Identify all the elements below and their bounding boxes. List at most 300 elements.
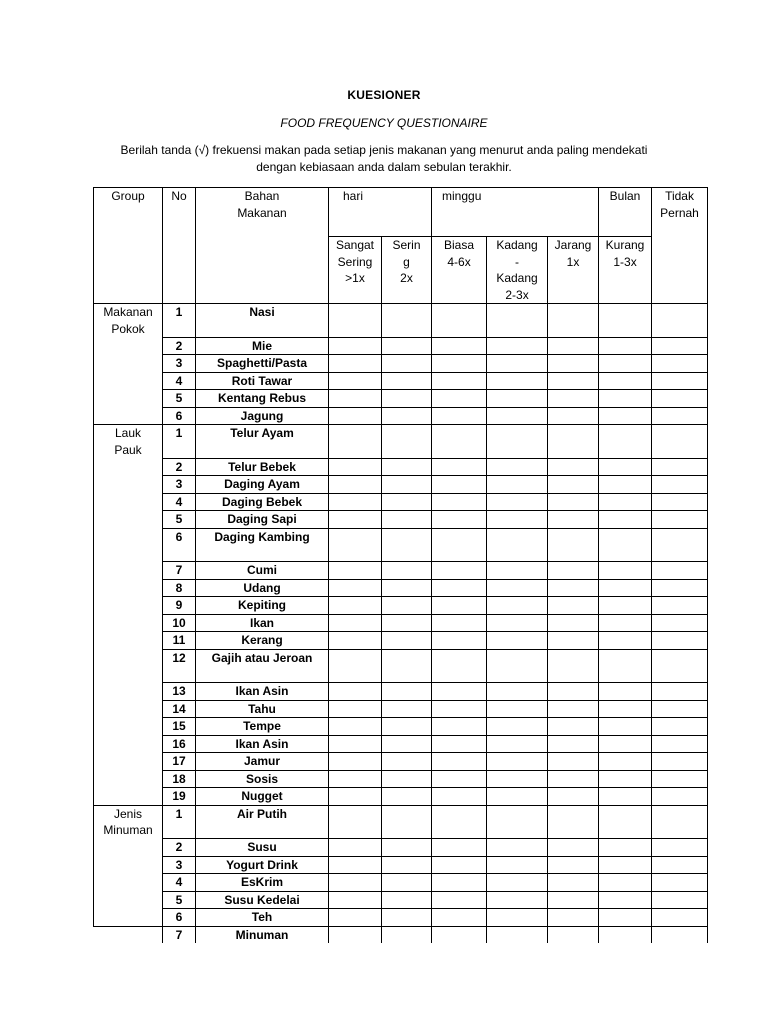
table-row [94,493,708,511]
group-label-line-1: Lauk [114,426,142,440]
frequency-checkbox-cell[interactable] [329,562,382,580]
item-number: 7 [163,562,196,580]
table-row [94,614,708,632]
frequency-checkbox-cell[interactable] [487,891,548,909]
frequency-checkbox-cell[interactable] [599,632,652,650]
frequency-checkbox-cell[interactable] [487,304,548,338]
frequency-checkbox-cell[interactable] [432,458,487,476]
frequency-checkbox-cell[interactable] [432,579,487,597]
header-tidak-pernah: Tidak Pernah [652,188,708,304]
instruction-line-1: Berilah tanda (√) frekuensi makan pada setiap jenis makanan yang menurut anda paling mendekati [120,143,648,157]
frequency-checkbox-cell[interactable] [382,649,432,683]
table-row [94,891,708,909]
frequency-checkbox-cell[interactable] [652,355,708,373]
frequency-checkbox-cell[interactable] [382,528,432,562]
frequency-checkbox-cell[interactable] [432,926,487,943]
item-number: 2 [163,839,196,857]
item-number: 5 [163,390,196,408]
frequency-checkbox-cell[interactable] [382,458,432,476]
frequency-checkbox-cell[interactable] [487,407,548,425]
frequency-checkbox-cell[interactable] [432,683,487,701]
table-row [94,839,708,857]
frequency-checkbox-cell[interactable] [382,909,432,927]
frequency-checkbox-cell[interactable] [599,874,652,892]
item-name: Kerang [196,632,329,650]
frequency-checkbox-cell[interactable] [548,649,599,683]
frequency-checkbox-cell[interactable] [432,337,487,355]
frequency-checkbox-cell[interactable] [652,511,708,529]
item-number: 18 [163,770,196,788]
frequency-checkbox-cell[interactable] [382,476,432,494]
frequency-checkbox-cell[interactable] [599,476,652,494]
frequency-checkbox-cell[interactable] [652,891,708,909]
group-cell [94,856,163,874]
frequency-checkbox-cell[interactable] [548,839,599,857]
item-number: 6 [163,909,196,927]
frequency-checkbox-cell[interactable] [599,909,652,927]
frequency-checkbox-cell[interactable] [599,458,652,476]
table-row [94,355,708,373]
frequency-checkbox-cell[interactable] [548,788,599,806]
item-number: 3 [163,476,196,494]
frequency-checkbox-cell[interactable] [652,597,708,615]
item-number: 6 [163,407,196,425]
frequency-checkbox-cell[interactable] [652,528,708,562]
frequency-checkbox-cell[interactable] [432,805,487,839]
frequency-checkbox-cell[interactable] [329,579,382,597]
frequency-checkbox-cell[interactable] [432,788,487,806]
item-number: 15 [163,718,196,736]
frequency-checkbox-cell[interactable] [382,839,432,857]
item-name: Udang [196,579,329,597]
frequency-checkbox-cell[interactable] [548,425,599,459]
frequency-checkbox-cell[interactable] [382,597,432,615]
group-label [94,425,163,459]
frequency-checkbox-cell[interactable] [548,355,599,373]
frequency-checkbox-cell[interactable] [652,458,708,476]
frequency-checkbox-cell[interactable] [382,407,432,425]
frequency-checkbox-cell[interactable] [329,614,382,632]
frequency-checkbox-cell[interactable] [548,718,599,736]
group-cell [94,683,163,701]
group-cell [94,735,163,753]
frequency-checkbox-cell[interactable] [487,579,548,597]
frequency-checkbox-cell[interactable] [652,770,708,788]
frequency-checkbox-cell[interactable] [599,700,652,718]
frequency-checkbox-cell[interactable] [329,839,382,857]
frequency-checkbox-cell[interactable] [652,304,708,338]
group-cell [94,753,163,771]
frequency-checkbox-cell[interactable] [487,493,548,511]
frequency-checkbox-cell[interactable] [548,579,599,597]
frequency-checkbox-cell[interactable] [548,476,599,494]
frequency-checkbox-cell[interactable] [487,788,548,806]
frequency-checkbox-cell[interactable] [652,425,708,459]
item-number: 7 [163,926,196,943]
item-name: Ikan Asin [196,735,329,753]
frequency-checkbox-cell[interactable] [548,735,599,753]
item-name: Daging Kambing [196,528,329,562]
frequency-checkbox-cell[interactable] [652,562,708,580]
item-number: 2 [163,337,196,355]
frequency-checkbox-cell[interactable] [329,337,382,355]
item-number: 1 [163,304,196,338]
frequency-checkbox-cell[interactable] [329,355,382,373]
item-name: Roti Tawar [196,372,329,390]
frequency-checkbox-cell[interactable] [599,788,652,806]
frequency-checkbox-cell[interactable] [599,304,652,338]
frequency-checkbox-cell[interactable] [382,304,432,338]
frequency-checkbox-cell[interactable] [432,614,487,632]
frequency-checkbox-cell[interactable] [599,735,652,753]
frequency-checkbox-cell[interactable] [599,683,652,701]
frequency-checkbox-cell[interactable] [329,493,382,511]
item-name: Tahu [196,700,329,718]
frequency-checkbox-cell[interactable] [652,874,708,892]
frequency-checkbox-cell[interactable] [487,770,548,788]
group-cell [94,718,163,736]
frequency-checkbox-cell[interactable] [329,805,382,839]
item-name: Cumi [196,562,329,580]
frequency-checkbox-cell[interactable] [382,891,432,909]
item-name: Air Putih [196,805,329,839]
frequency-checkbox-cell[interactable] [599,649,652,683]
item-name: Jagung [196,407,329,425]
frequency-checkbox-cell[interactable] [548,926,599,943]
frequency-checkbox-cell[interactable] [652,700,708,718]
frequency-checkbox-cell[interactable] [487,597,548,615]
item-name: Nasi [196,304,329,338]
table-row [94,528,708,562]
subheader-sangat-sering: Sangat Sering >1x [329,237,382,304]
frequency-checkbox-cell[interactable] [432,562,487,580]
frequency-checkbox-cell[interactable] [548,304,599,338]
frequency-checkbox-cell[interactable] [652,753,708,771]
table-row [94,476,708,494]
frequency-checkbox-cell[interactable] [548,597,599,615]
frequency-checkbox-cell[interactable] [432,493,487,511]
subheader-sering: Serin g 2x [382,237,432,304]
frequency-checkbox-cell[interactable] [432,839,487,857]
item-name: Mie [196,337,329,355]
frequency-checkbox-cell[interactable] [329,788,382,806]
frequency-checkbox-cell[interactable] [382,700,432,718]
frequency-checkbox-cell[interactable] [432,407,487,425]
frequency-checkbox-cell[interactable] [382,337,432,355]
frequency-checkbox-cell[interactable] [329,407,382,425]
group-cell [94,390,163,408]
frequency-checkbox-cell[interactable] [432,909,487,927]
group-cell [94,874,163,892]
group-label [94,304,163,338]
frequency-checkbox-cell[interactable] [382,770,432,788]
frequency-checkbox-cell[interactable] [382,562,432,580]
frequency-checkbox-cell[interactable] [432,770,487,788]
frequency-checkbox-cell[interactable] [599,718,652,736]
frequency-checkbox-cell[interactable] [382,632,432,650]
frequency-checkbox-cell[interactable] [432,528,487,562]
frequency-checkbox-cell[interactable] [382,788,432,806]
frequency-checkbox-cell[interactable] [432,597,487,615]
table-row [94,562,708,580]
frequency-checkbox-cell[interactable] [599,493,652,511]
frequency-checkbox-cell[interactable] [652,579,708,597]
frequency-checkbox-cell[interactable] [548,874,599,892]
frequency-checkbox-cell[interactable] [599,856,652,874]
item-number: 6 [163,528,196,562]
frequency-checkbox-cell[interactable] [548,856,599,874]
instruction-line-2: dengan kebiasaan anda dalam sebulan terakhir. [256,160,512,174]
frequency-checkbox-cell[interactable] [382,355,432,373]
frequency-checkbox-cell[interactable] [487,614,548,632]
frequency-checkbox-cell[interactable] [432,735,487,753]
frequency-checkbox-cell[interactable] [329,735,382,753]
frequency-checkbox-cell[interactable] [548,753,599,771]
frequency-checkbox-cell[interactable] [652,735,708,753]
frequency-checkbox-cell[interactable] [599,390,652,408]
frequency-checkbox-cell[interactable] [487,476,548,494]
frequency-checkbox-cell[interactable] [432,649,487,683]
frequency-checkbox-cell[interactable] [329,683,382,701]
frequency-checkbox-cell[interactable] [487,700,548,718]
frequency-checkbox-cell[interactable] [329,632,382,650]
frequency-checkbox-cell[interactable] [487,355,548,373]
frequency-checkbox-cell[interactable] [432,304,487,338]
frequency-checkbox-cell[interactable] [599,805,652,839]
frequency-checkbox-cell[interactable] [652,926,708,943]
frequency-checkbox-cell[interactable] [432,372,487,390]
frequency-checkbox-cell[interactable] [548,700,599,718]
frequency-checkbox-cell[interactable] [487,390,548,408]
frequency-checkbox-cell[interactable] [382,856,432,874]
frequency-checkbox-cell[interactable] [599,528,652,562]
frequency-checkbox-cell[interactable] [599,425,652,459]
frequency-checkbox-cell[interactable] [382,735,432,753]
frequency-checkbox-cell[interactable] [487,856,548,874]
item-number: 12 [163,649,196,683]
frequency-checkbox-cell[interactable] [329,649,382,683]
header-minggu: minggu [432,188,599,237]
frequency-checkbox-cell[interactable] [382,874,432,892]
frequency-checkbox-cell[interactable] [652,476,708,494]
frequency-checkbox-cell[interactable] [329,528,382,562]
frequency-checkbox-cell[interactable] [382,718,432,736]
frequency-checkbox-cell[interactable] [599,355,652,373]
frequency-checkbox-cell[interactable] [432,476,487,494]
frequency-checkbox-cell[interactable] [487,649,548,683]
table-row [94,683,708,701]
frequency-checkbox-cell[interactable] [432,700,487,718]
frequency-checkbox-cell[interactable] [652,788,708,806]
frequency-checkbox-cell[interactable] [548,493,599,511]
frequency-checkbox-cell[interactable] [329,891,382,909]
frequency-checkbox-cell[interactable] [487,632,548,650]
frequency-checkbox-cell[interactable] [548,407,599,425]
group-cell [94,891,163,909]
frequency-checkbox-cell[interactable] [548,372,599,390]
group-cell [94,839,163,857]
frequency-checkbox-cell[interactable] [329,476,382,494]
frequency-checkbox-cell[interactable] [548,614,599,632]
item-number: 11 [163,632,196,650]
frequency-checkbox-cell[interactable] [599,597,652,615]
frequency-checkbox-cell[interactable] [329,597,382,615]
group-label-line-1: Makanan [103,305,153,319]
frequency-checkbox-cell[interactable] [548,891,599,909]
frequency-checkbox-cell[interactable] [487,425,548,459]
item-number: 4 [163,874,196,892]
frequency-checkbox-cell[interactable] [548,683,599,701]
group-label-line-2: Pauk [114,442,142,457]
frequency-checkbox-cell[interactable] [652,839,708,857]
item-name: Spaghetti/Pasta [196,355,329,373]
frequency-checkbox-cell[interactable] [548,458,599,476]
frequency-checkbox-cell[interactable] [432,390,487,408]
frequency-checkbox-cell[interactable] [487,528,548,562]
frequency-checkbox-cell[interactable] [652,805,708,839]
frequency-checkbox-cell[interactable] [432,891,487,909]
frequency-checkbox-cell[interactable] [487,926,548,943]
frequency-checkbox-cell[interactable] [487,839,548,857]
item-number: 3 [163,856,196,874]
frequency-checkbox-cell[interactable] [432,753,487,771]
frequency-checkbox-cell[interactable] [329,753,382,771]
group-cell [94,407,163,425]
frequency-checkbox-cell[interactable] [652,614,708,632]
frequency-checkbox-cell[interactable] [329,390,382,408]
table-row [94,372,708,390]
frequency-checkbox-cell[interactable] [382,425,432,459]
frequency-checkbox-cell[interactable] [548,770,599,788]
frequency-checkbox-cell[interactable] [487,337,548,355]
item-name: Gajih atau Jeroan [196,649,329,683]
item-name: Kepiting [196,597,329,615]
group-cell [94,511,163,529]
frequency-checkbox-cell[interactable] [382,390,432,408]
frequency-checkbox-cell[interactable] [599,511,652,529]
frequency-checkbox-cell[interactable] [599,337,652,355]
page-title: KUESIONER [347,88,421,102]
table-row [94,700,708,718]
frequency-checkbox-cell[interactable] [432,355,487,373]
frequency-checkbox-cell[interactable] [382,579,432,597]
item-number: 4 [163,372,196,390]
frequency-checkbox-cell[interactable] [652,493,708,511]
frequency-checkbox-cell[interactable] [599,753,652,771]
frequency-checkbox-cell[interactable] [329,511,382,529]
frequency-checkbox-cell[interactable] [382,372,432,390]
frequency-checkbox-cell[interactable] [329,425,382,459]
frequency-checkbox-cell[interactable] [432,632,487,650]
frequency-checkbox-cell[interactable] [432,856,487,874]
item-name: Daging Ayam [196,476,329,494]
frequency-checkbox-cell[interactable] [652,390,708,408]
frequency-checkbox-cell[interactable] [487,735,548,753]
frequency-checkbox-cell[interactable] [329,458,382,476]
frequency-checkbox-cell[interactable] [652,407,708,425]
header-hari: hari [329,188,432,237]
frequency-checkbox-cell[interactable] [382,493,432,511]
table-row [94,407,708,425]
frequency-checkbox-cell[interactable] [329,304,382,338]
frequency-checkbox-cell[interactable] [599,372,652,390]
frequency-checkbox-cell[interactable] [487,683,548,701]
frequency-checkbox-cell[interactable] [652,372,708,390]
frequency-checkbox-cell[interactable] [329,909,382,927]
frequency-checkbox-cell[interactable] [548,562,599,580]
frequency-checkbox-cell[interactable] [487,511,548,529]
header-bahan-makanan: Bahan Makanan [196,188,329,304]
frequency-checkbox-cell[interactable] [599,579,652,597]
frequency-checkbox-cell[interactable] [382,683,432,701]
frequency-checkbox-cell[interactable] [599,614,652,632]
table-row [94,390,708,408]
frequency-checkbox-cell[interactable] [329,770,382,788]
frequency-checkbox-cell[interactable] [548,337,599,355]
frequency-checkbox-cell[interactable] [548,909,599,927]
frequency-checkbox-cell[interactable] [432,511,487,529]
frequency-checkbox-cell[interactable] [599,891,652,909]
subheader-jarang: Jarang 1x [548,237,599,304]
frequency-checkbox-cell[interactable] [548,390,599,408]
frequency-checkbox-cell[interactable] [329,718,382,736]
frequency-checkbox-cell[interactable] [487,718,548,736]
frequency-checkbox-cell[interactable] [382,926,432,943]
frequency-checkbox-cell[interactable] [432,425,487,459]
frequency-checkbox-cell[interactable] [652,718,708,736]
frequency-checkbox-cell[interactable] [599,562,652,580]
frequency-checkbox-cell[interactable] [432,718,487,736]
frequency-checkbox-cell[interactable] [599,407,652,425]
frequency-checkbox-cell[interactable] [487,805,548,839]
group-cell [94,632,163,650]
frequency-checkbox-cell[interactable] [548,511,599,529]
item-name: Kentang Rebus [196,390,329,408]
item-name: Minuman [196,926,329,943]
frequency-checkbox-cell[interactable] [382,805,432,839]
header-bulan: Bulan [599,188,652,237]
frequency-checkbox-cell[interactable] [652,632,708,650]
frequency-checkbox-cell[interactable] [599,839,652,857]
frequency-checkbox-cell[interactable] [382,614,432,632]
frequency-checkbox-cell[interactable] [329,926,382,943]
frequency-checkbox-cell[interactable] [487,909,548,927]
frequency-checkbox-cell[interactable] [548,805,599,839]
frequency-checkbox-cell[interactable] [548,632,599,650]
frequency-checkbox-cell[interactable] [382,511,432,529]
frequency-checkbox-cell[interactable] [487,753,548,771]
frequency-checkbox-cell[interactable] [652,856,708,874]
frequency-checkbox-cell[interactable] [599,770,652,788]
frequency-checkbox-cell[interactable] [329,874,382,892]
frequency-checkbox-cell[interactable] [652,649,708,683]
frequency-checkbox-cell[interactable] [329,700,382,718]
frequency-checkbox-cell[interactable] [487,458,548,476]
frequency-checkbox-cell[interactable] [652,337,708,355]
frequency-checkbox-cell[interactable] [599,926,652,943]
frequency-checkbox-cell[interactable] [329,372,382,390]
frequency-checkbox-cell[interactable] [382,753,432,771]
frequency-checkbox-cell[interactable] [487,562,548,580]
group-cell [94,458,163,476]
frequency-checkbox-cell[interactable] [548,528,599,562]
frequency-checkbox-cell[interactable] [329,856,382,874]
frequency-checkbox-cell[interactable] [432,874,487,892]
frequency-checkbox-cell[interactable] [652,683,708,701]
frequency-checkbox-cell[interactable] [487,372,548,390]
frequency-checkbox-cell[interactable] [652,909,708,927]
frequency-checkbox-cell[interactable] [487,874,548,892]
